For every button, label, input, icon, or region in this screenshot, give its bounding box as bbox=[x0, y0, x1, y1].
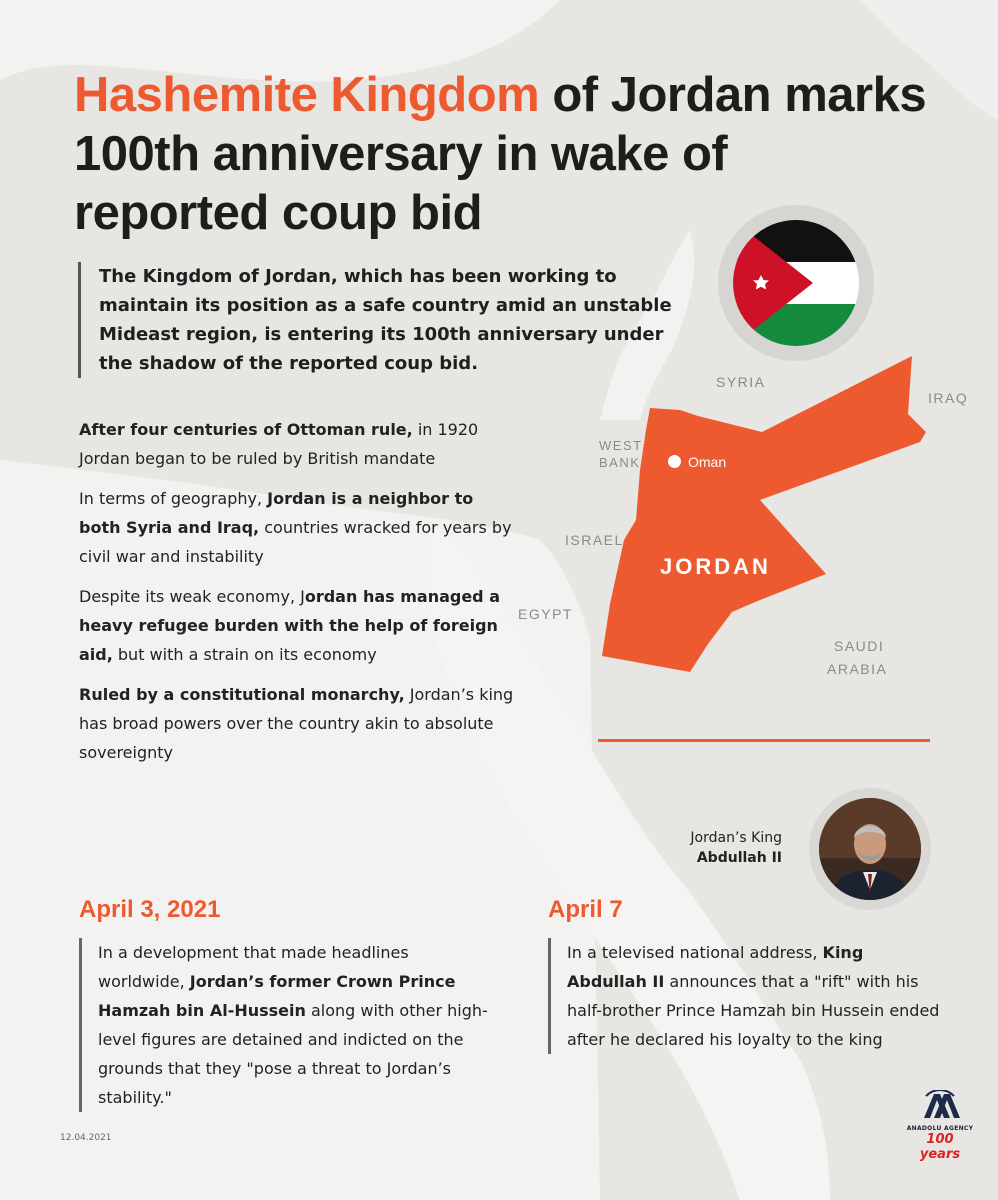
egypt-label: EGYPT bbox=[518, 606, 573, 622]
capital-label: Oman bbox=[688, 454, 727, 470]
event-text: announces that a "rift" with his half-brother Prince Hamzah bin Hussein ended after he declared his loyalty to the king bbox=[567, 972, 940, 1049]
fact-bold: Ruled by a constitutional monarchy, bbox=[79, 685, 405, 704]
event-date: April 7 bbox=[548, 896, 623, 923]
aa-logo-icon bbox=[920, 1090, 960, 1120]
title-rest: of Jordan marks 100th anniversary in wake of reported coup bid bbox=[74, 68, 927, 240]
agency-name: ANADOLU AGENCY bbox=[906, 1125, 974, 1132]
saudi-label-1: SAUDI bbox=[834, 638, 885, 654]
fact-pre: Despite its weak economy, J bbox=[79, 587, 305, 606]
capital-marker bbox=[668, 455, 681, 468]
iraq-label: IRAQ bbox=[928, 390, 969, 406]
west-bank-label-1: WEST bbox=[599, 438, 643, 453]
saudi-label-2: ARABIA bbox=[827, 661, 888, 677]
event-body bbox=[79, 938, 499, 1112]
event-bold: Jordan’s former Crown Prince Hamzah bin Al-Hussein bbox=[98, 972, 456, 1020]
event-pre: In a televised national address, bbox=[567, 943, 823, 962]
fact-text: in 1920 Jordan began to be ruled by British mandate bbox=[79, 420, 479, 468]
section-divider bbox=[598, 739, 930, 742]
event-bold: King Abdullah II bbox=[567, 943, 864, 991]
israel-label: ISRAEL bbox=[565, 532, 624, 548]
event-text: along with other high-level figures are detained and indicted on the grounds that they "pose a threat to Jordan’s stability." bbox=[98, 1001, 488, 1107]
portrait-title: Jordan’s King bbox=[690, 830, 782, 846]
event-april-3 bbox=[79, 896, 499, 1112]
event-april-7 bbox=[548, 896, 948, 1054]
fact-text: but with a strain on its economy bbox=[112, 645, 377, 664]
event-date: April 3, 2021 bbox=[79, 896, 221, 923]
king-portrait-image bbox=[819, 798, 921, 900]
fact-pre: In terms of geography, bbox=[79, 489, 268, 508]
event-body bbox=[548, 938, 948, 1054]
centennial-mark: 100 years bbox=[919, 1132, 961, 1162]
event-pre: In a development that made headlines worldwide, bbox=[98, 943, 409, 991]
lead-paragraph: The Kingdom of Jordan, which has been working to maintain its position as a safe country amid an unstable Mideast region, is entering its 100th anniversary under the shadow of the reported coup bid. bbox=[78, 262, 699, 378]
fact-text: Jordan’s king has broad powers over the country akin to absolute sovereignty bbox=[79, 685, 514, 762]
title-accent: Hashemite Kingdom bbox=[74, 68, 540, 122]
west-bank-label-2: BANK bbox=[599, 455, 641, 470]
publish-date: 12.04.2021 bbox=[60, 1133, 112, 1143]
portrait-caption bbox=[690, 828, 782, 868]
fact-bold: After four centuries of Ottoman rule, bbox=[79, 420, 413, 439]
anadolu-agency-logo bbox=[905, 1090, 975, 1162]
syria-label: SYRIA bbox=[716, 374, 766, 390]
portrait-name: Abdullah II bbox=[696, 850, 782, 866]
country-label: JORDAN bbox=[660, 554, 771, 579]
fact-text: countries wracked for years by civil war and instability bbox=[79, 518, 512, 566]
fact-bold: Jordan is a neighbor to both Syria and Iraq, bbox=[79, 489, 474, 537]
portrait-badge bbox=[809, 788, 931, 910]
fact-bold: ordan has managed a heavy refugee burden with the help of foreign aid, bbox=[79, 587, 500, 664]
